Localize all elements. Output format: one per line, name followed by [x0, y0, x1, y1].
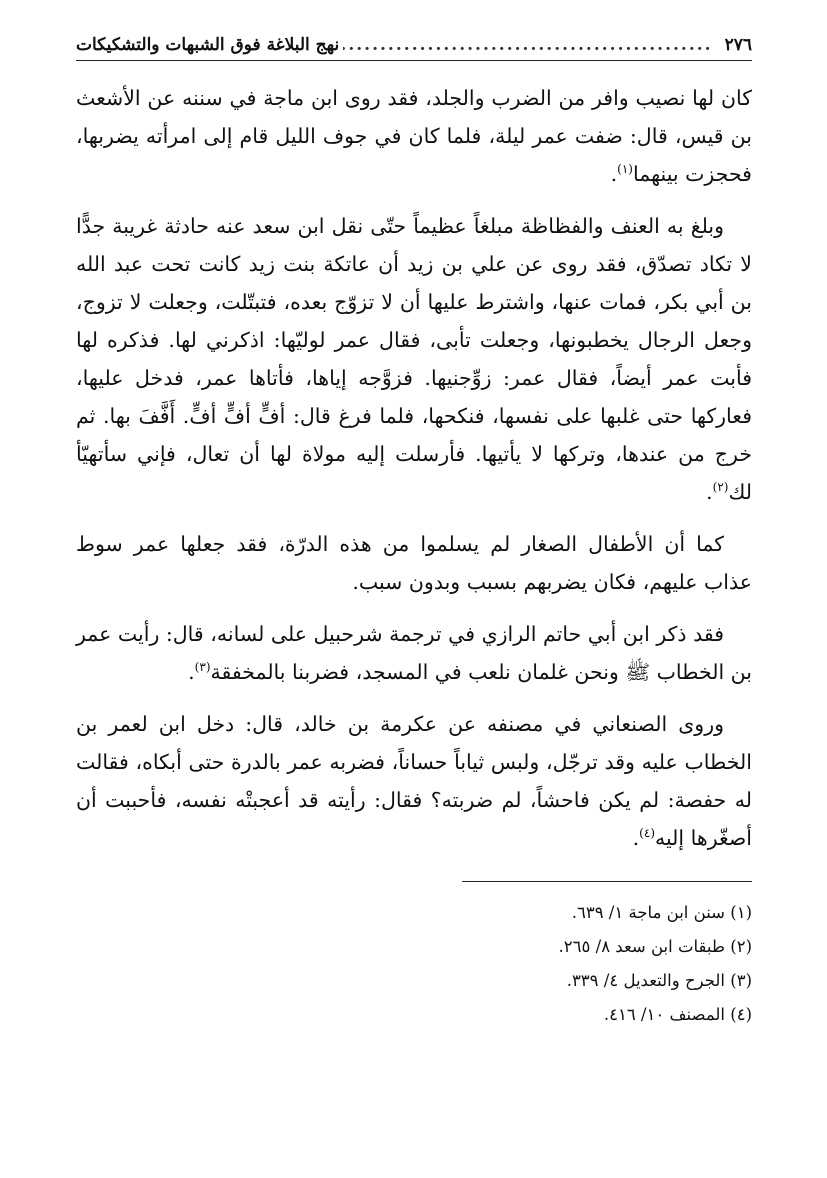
paragraph: وروى الصنعاني في مصنفه عن عكرمة بن خالد، قال: دخل ابن لعمر بن الخطاب عليه وقد ترجّل، ولبس ثياباً حساناً، فضربه عمر بالدرة حتى أبكاه، فقالت له حفصة: لم يكن فاحشاً، لم ضربته؟ فقال: رأيته قد أعجبتْه نفسه، فأحببت أن أصغّرها إليه$^{(٤)}$. [76, 712, 752, 850]
footnotes [76, 896, 752, 1032]
page-number: ٢٧٦ [724, 35, 752, 55]
footnote-reference: (٣) [194, 660, 211, 675]
paragraph: وبلغ به العنف والفظاظة مبلغاً عظيماً حتّى نقل ابن سعد عنه حادثة غريبة جدًّا لا تكاد تصدّق، فقد روى عن علي بن زيد أن عاتكة بنت زيد كانت تحت عبد الله بن أبي بكر، فمات عنها، واشترط عليها أن لا تزوّج بعده، فتبتّلت، وجعلت لا تزوج، وجعل الرجال يخطبونها، وجعلت تأبى، فقال عمر لوليّها: اذكرني لها. فذكره لها فأبت عمر أيضاً، فقال عمر: زوِّجنيها. فزوَّجه إياها، فأتاها عمر، فدخل عليها، فعاركها حتى غلبها على نفسها، فنكحها، فلما فرغ قال: أفٍّ أفٍّ أفٍّ. أَفَّفَ بها. ثم خرج من عندها، وتركها لا يأتيها. فأرسلت إليه مولاة لها أن تعال، فإني سأتهيّأ لك$^{(٢)}$. [76, 214, 752, 504]
paragraph: كان لها نصيب وافر من الضرب والجلد، فقد روى ابن ماجة في سننه عن الأشعث بن قيس، قال: ضفت عمر ليلة، فلما كان في جوف الليل قام إلى امرأته يضربها، فحجزت بينهما$^{(١)}$. [76, 86, 752, 186]
paragraph: كما أن الأطفال الصغار لم يسلموا من هذه الدرّة، فقد جعلها عمر سوط عذاب عليهم، فكان يضربهم بسبب وبدون سبب. [76, 532, 752, 594]
footnote: (٢) طبقات ابن سعد ٨/ ٢٦٥. [558, 937, 752, 956]
footnote: (١) سنن ابن ماجة ١/ ٦٣٩. [571, 903, 752, 922]
paragraph: فقد ذكر ابن أبي حاتم الرازي في ترجمة شرحبيل على لسانه، قال: رأيت عمر بن الخطاب ﷺ ونحن غلمان نلعب في المسجد، فضربنا بالمخفقة$^{(٣)}$. [76, 622, 752, 684]
footnote-reference: (٤) [639, 826, 655, 841]
header-leader-dots [343, 32, 712, 58]
footnote-reference: (١) [617, 162, 633, 177]
page-body [76, 79, 752, 857]
footnote-reference: (٢) [712, 480, 729, 495]
footnote-separator [462, 881, 752, 882]
book-title: نهج البلاغة فوق الشبهات والتشكيكات [76, 35, 340, 55]
footnote: (٣) الجرح والتعديل ٤/ ٣٣٩. [566, 971, 752, 990]
footnote: (٤) المصنف ١٠/ ٤١٦. [603, 1005, 752, 1024]
book-page [76, 32, 752, 1032]
running-header [76, 32, 752, 61]
